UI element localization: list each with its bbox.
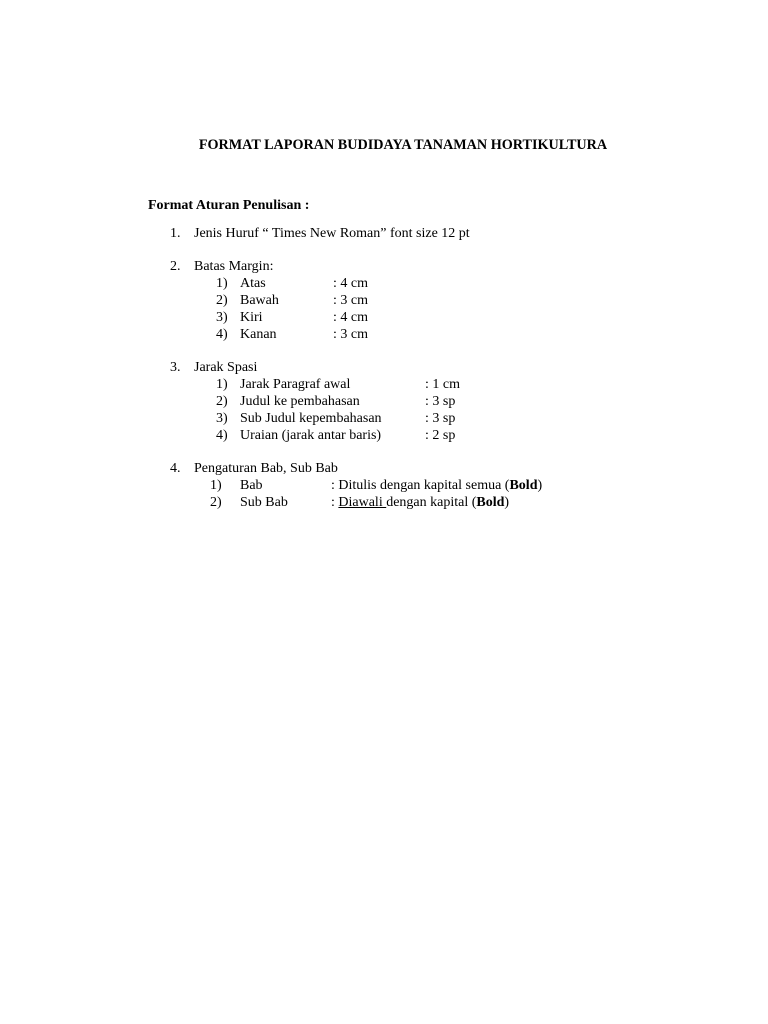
item-2-text: Batas Margin: bbox=[194, 259, 274, 274]
item-2-sub-2-value: : 3 cm bbox=[333, 293, 368, 308]
item-2-sub-1-label: Atas bbox=[240, 276, 266, 291]
item-4-number: 4. bbox=[170, 461, 181, 476]
item-4-sub-2-value-colon: : bbox=[331, 495, 339, 510]
item-3-sub-2-number: 2) bbox=[216, 394, 228, 409]
item-3-number: 3. bbox=[170, 360, 181, 375]
item-2-sub-2-label: Bawah bbox=[240, 293, 279, 308]
item-4-sub-2-value bbox=[331, 494, 509, 511]
item-4-sub-1-value-suffix: ) bbox=[537, 478, 543, 493]
item-3-sub-3-label: Sub Judul kepembahasan bbox=[240, 411, 382, 426]
item-4-sub-2-value-underlined: Diawali bbox=[338, 495, 387, 510]
item-4-sub-1-label: Bab bbox=[240, 478, 263, 493]
item-2-sub-1-number: 1) bbox=[216, 276, 228, 291]
item-4-sub-1-value-bold: Bold bbox=[509, 478, 538, 493]
item-3-sub-2-label: Judul ke pembahasan bbox=[240, 394, 360, 409]
item-2-sub-2-number: 2) bbox=[216, 293, 228, 308]
item-2-sub-4-label: Kanan bbox=[240, 327, 277, 342]
item-2-sub-3-label: Kiri bbox=[240, 310, 263, 325]
section-heading: Format Aturan Penulisan : bbox=[148, 198, 310, 213]
item-4-sub-2-value-prefix: dengan kapital ( bbox=[386, 495, 477, 510]
item-2-sub-4-number: 4) bbox=[216, 327, 228, 342]
item-2-number: 2. bbox=[170, 259, 181, 274]
item-3-sub-3-number: 3) bbox=[216, 411, 228, 426]
item-2-sub-3-value: : 4 cm bbox=[333, 310, 368, 325]
item-4-sub-2-value-suffix: ) bbox=[504, 495, 510, 510]
item-3-sub-2-value: : 3 sp bbox=[425, 394, 456, 409]
item-2-sub-3-number: 3) bbox=[216, 310, 228, 325]
item-3-sub-1-value: : 1 cm bbox=[425, 377, 460, 392]
item-3-sub-1-label: Jarak Paragraf awal bbox=[240, 377, 351, 392]
item-3-sub-1-number: 1) bbox=[216, 377, 228, 392]
item-2-sub-1-value: : 4 cm bbox=[333, 276, 368, 291]
item-4-sub-1-value-prefix: : Ditulis dengan kapital semua ( bbox=[331, 478, 510, 493]
item-1-number: 1. bbox=[170, 226, 181, 241]
item-4-sub-2-label: Sub Bab bbox=[240, 495, 288, 510]
item-3-sub-4-number: 4) bbox=[216, 428, 228, 443]
item-3-sub-4-value: : 2 sp bbox=[425, 428, 456, 443]
item-4-sub-2-value-bold: Bold bbox=[476, 495, 505, 510]
document-title: FORMAT LAPORAN BUDIDAYA TANAMAN HORTIKULTURA bbox=[198, 137, 608, 153]
item-4-text: Pengaturan Bab, Sub Bab bbox=[194, 461, 338, 476]
item-1-text: Jenis Huruf “ Times New Roman” font size 12 pt bbox=[194, 226, 470, 241]
item-3-sub-3-value: : 3 sp bbox=[425, 411, 456, 426]
item-4-sub-1-number: 1) bbox=[210, 478, 222, 493]
item-4-sub-1-value bbox=[331, 477, 542, 494]
item-3-sub-4-label: Uraian (jarak antar baris) bbox=[240, 428, 382, 443]
item-4-sub-2-number: 2) bbox=[210, 495, 222, 510]
item-3-text: Jarak Spasi bbox=[194, 360, 258, 375]
item-2-sub-4-value: : 3 cm bbox=[333, 327, 368, 342]
